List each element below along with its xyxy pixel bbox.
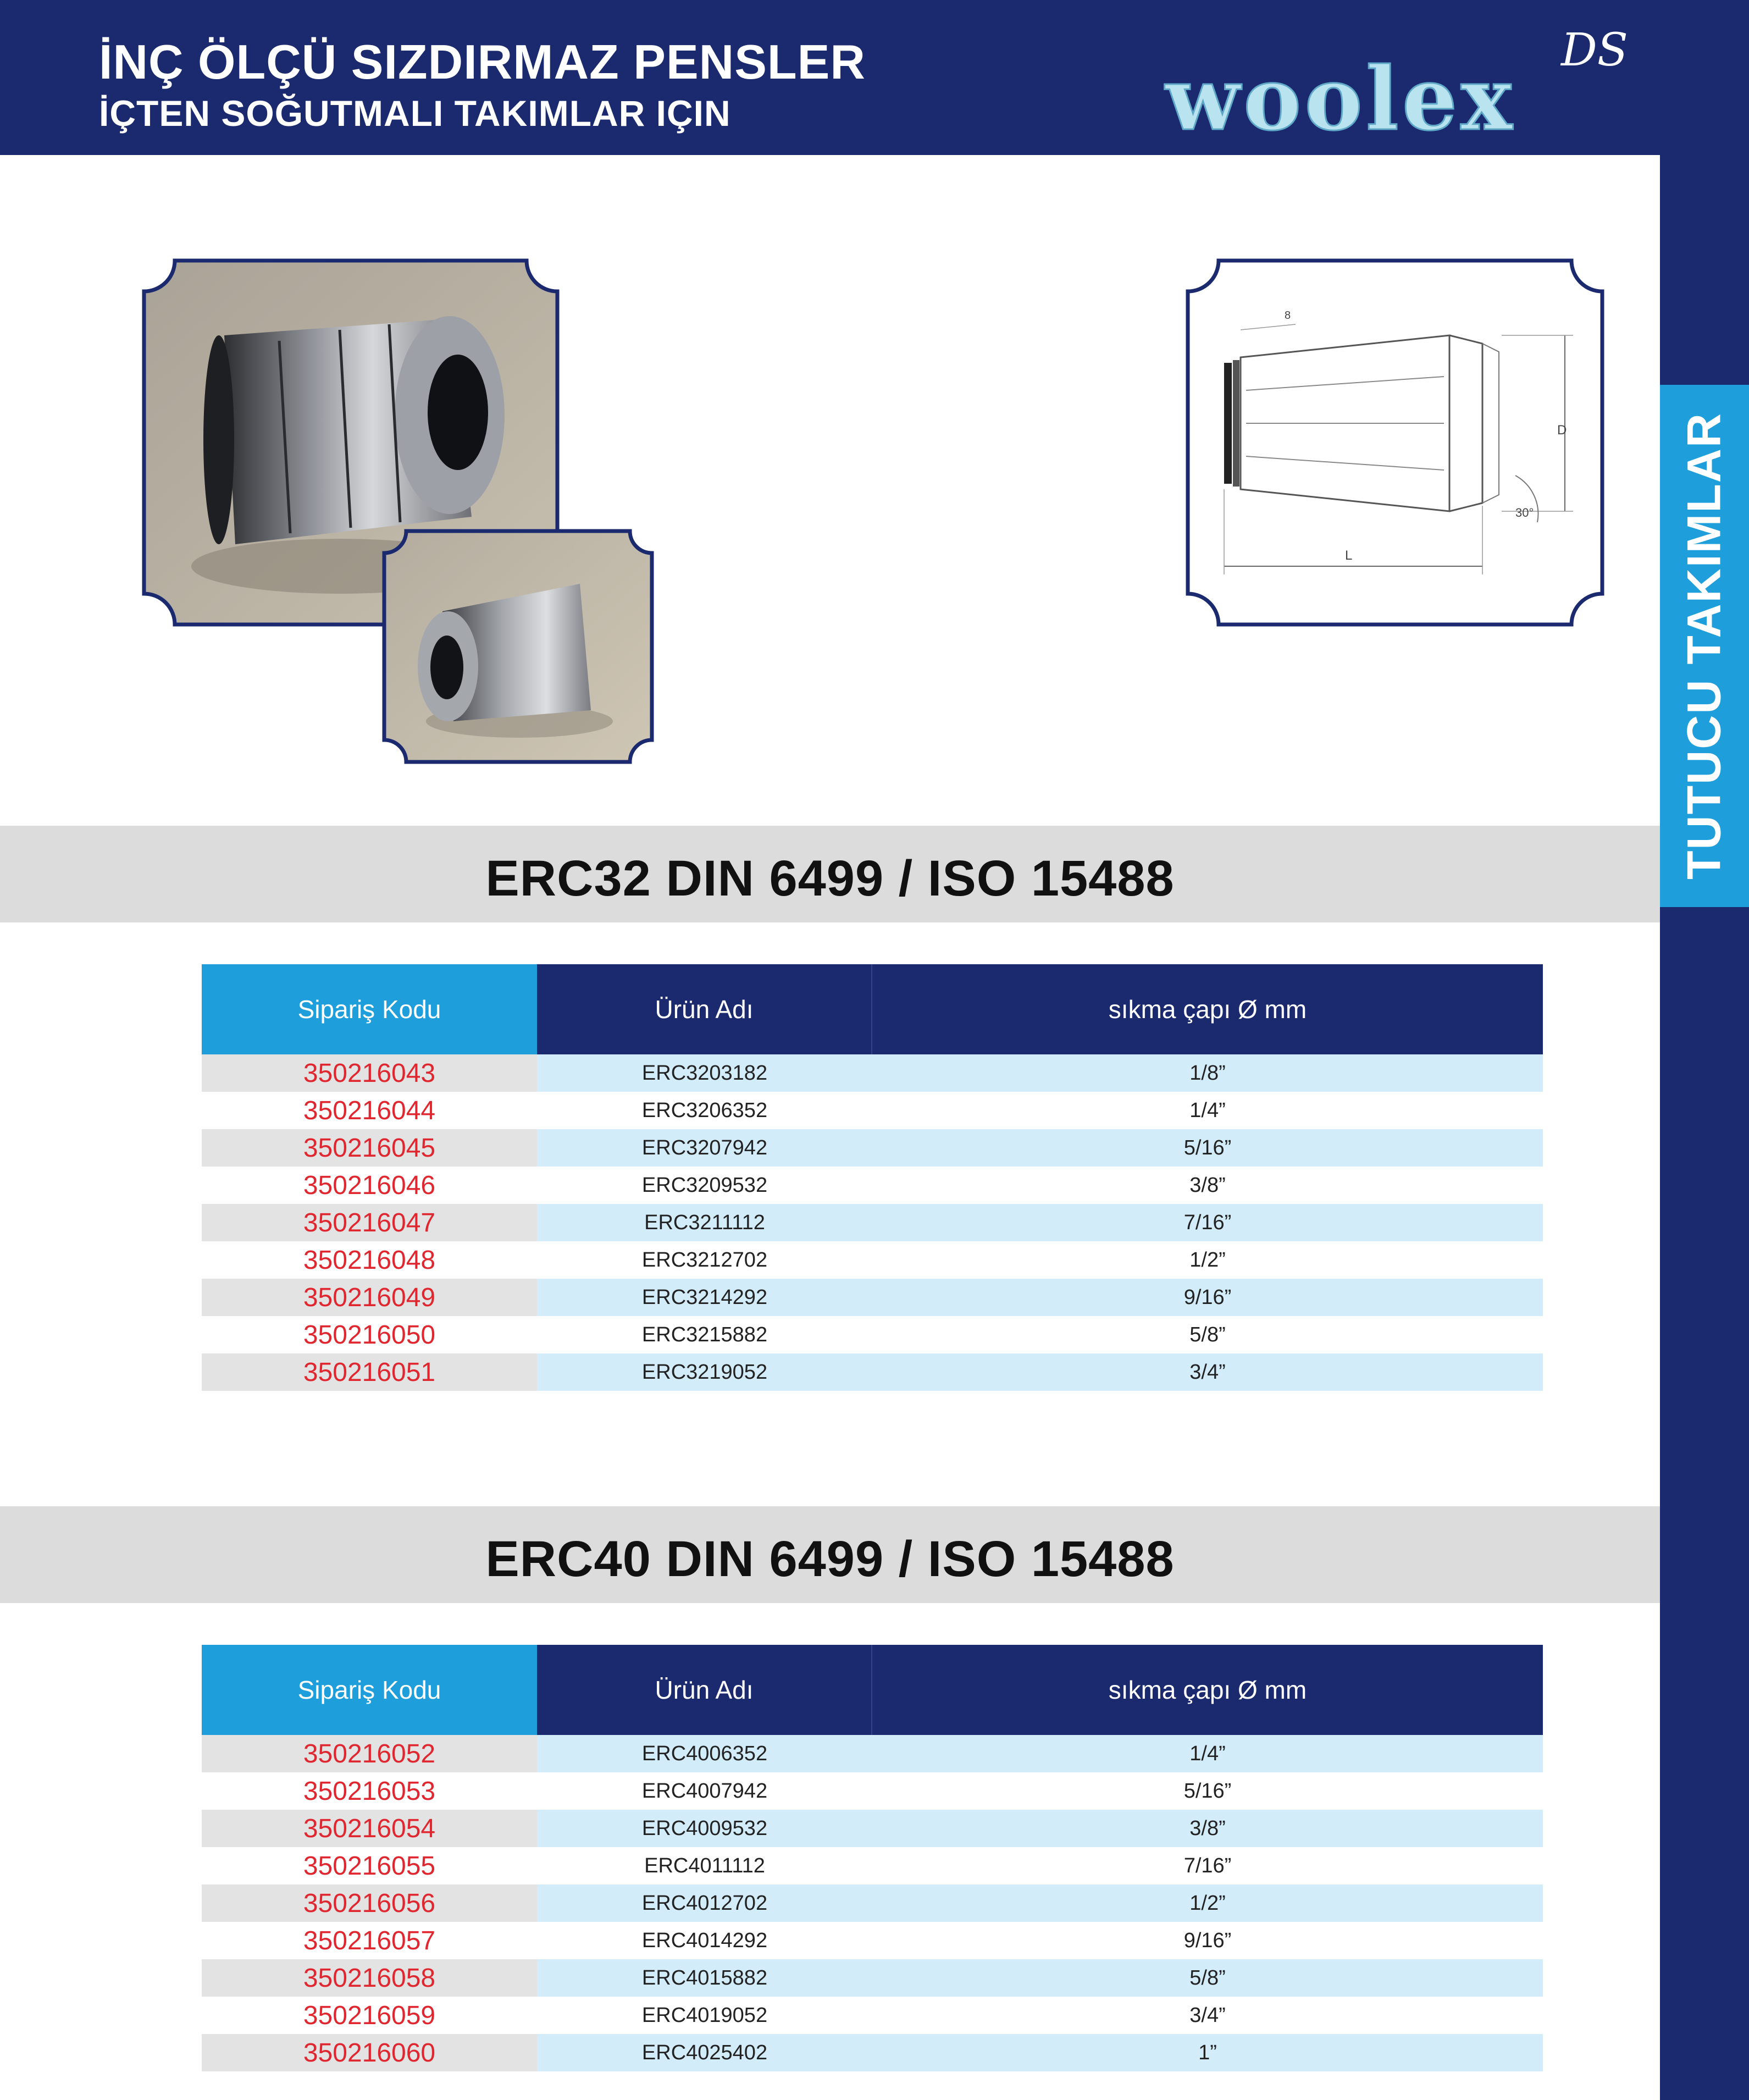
clamping-diameter: 5/8” (872, 1316, 1543, 1353)
product-name: ERC3214292 (537, 1279, 872, 1316)
dim-label-length: L (1345, 548, 1353, 563)
clamping-diameter: 3/4” (872, 1997, 1543, 2034)
header-clamping-diameter: sıkma çapı Ø mm (872, 1645, 1543, 1735)
header-clamping-diameter: sıkma çapı Ø mm (872, 964, 1543, 1054)
table-row (202, 1847, 1543, 1885)
table-row (202, 1167, 1543, 1204)
clamping-diameter: 5/8” (872, 1959, 1543, 1997)
product-name: ERC4015882 (537, 1959, 872, 1997)
table-row (202, 1885, 1543, 1922)
clamping-diameter: 1” (872, 2034, 1543, 2071)
product-name: ERC3211112 (537, 1204, 872, 1241)
order-code: 350216045 (202, 1129, 537, 1167)
section-title: ERC32 DIN 6499 / ISO 15488 (485, 850, 1175, 907)
logo-wordmark: woolex (1165, 48, 1516, 150)
product-name: ERC3207942 (537, 1129, 872, 1167)
section-bar-erc40 (0, 1506, 1660, 1603)
dim-label-angle: 30° (1515, 506, 1534, 520)
product-name: ERC4007942 (537, 1772, 872, 1810)
clamping-diameter: 7/16” (872, 1847, 1543, 1885)
header-order-code: Sipariş Kodu (202, 1645, 537, 1735)
product-name: ERC3212702 (537, 1241, 872, 1279)
clamping-diameter: 5/16” (872, 1772, 1543, 1810)
order-code: 350216046 (202, 1167, 537, 1204)
clamping-diameter: 9/16” (872, 1922, 1543, 1959)
table-row (202, 1092, 1543, 1129)
product-name: ERC3203182 (537, 1054, 872, 1092)
header-product-name: Ürün Adı (537, 1645, 872, 1735)
section-bar-erc32 (0, 826, 1660, 922)
order-code: 350216044 (202, 1092, 537, 1129)
page-header (0, 0, 1749, 155)
product-name: ERC4019052 (537, 1997, 872, 2034)
product-name: ERC4012702 (537, 1885, 872, 1922)
table-row (202, 1772, 1543, 1810)
product-name: ERC4006352 (537, 1735, 872, 1772)
table-header (202, 1645, 1543, 1735)
table-row (202, 1054, 1543, 1092)
table-row (202, 1279, 1543, 1316)
order-code: 350216051 (202, 1353, 537, 1391)
clamping-diameter: 1/2” (872, 1885, 1543, 1922)
order-code: 350216057 (202, 1922, 537, 1959)
clamping-diameter: 1/4” (872, 1092, 1543, 1129)
order-code: 350216053 (202, 1772, 537, 1810)
table-row (202, 1241, 1543, 1279)
product-table-erc32 (202, 964, 1543, 1391)
table-header (202, 964, 1543, 1054)
clamping-diameter: 9/16” (872, 1279, 1543, 1316)
table-row (202, 1204, 1543, 1241)
product-name: ERC4011112 (537, 1847, 872, 1885)
table-row (202, 1810, 1543, 1847)
table-row (202, 1997, 1543, 2034)
clamping-diameter: 3/8” (872, 1167, 1543, 1204)
order-code: 350216055 (202, 1847, 537, 1885)
section-title: ERC40 DIN 6499 / ISO 15488 (485, 1531, 1175, 1587)
order-code: 350216054 (202, 1810, 537, 1847)
clamping-diameter: 1/2” (872, 1241, 1543, 1279)
product-table-erc40 (202, 1645, 1543, 2071)
table-row (202, 1735, 1543, 1772)
page-subtitle: İÇTEN SOĞUTMALI TAKIMLAR IÇIN (99, 93, 731, 134)
product-name: ERC3209532 (537, 1167, 872, 1204)
product-photo-small (382, 529, 654, 764)
clamping-diameter: 3/8” (872, 1810, 1543, 1847)
order-code: 350216056 (202, 1885, 537, 1922)
page-title: İNÇ ÖLÇÜ SIZDIRMAZ PENSLER (99, 35, 866, 89)
category-tab (1660, 385, 1749, 907)
order-code: 350216043 (202, 1054, 537, 1092)
order-code: 350216059 (202, 1997, 537, 2034)
clamping-diameter: 1/4” (872, 1735, 1543, 1772)
order-code: 350216060 (202, 2034, 537, 2071)
header-order-code: Sipariş Kodu (202, 964, 537, 1054)
product-name: ERC3206352 (537, 1092, 872, 1129)
brand-logo (1165, 24, 1638, 150)
header-product-name: Ürün Adı (537, 964, 872, 1054)
order-code: 350216047 (202, 1204, 537, 1241)
product-name: ERC4025402 (537, 2034, 872, 2071)
clamping-diameter: 1/8” (872, 1054, 1543, 1092)
dim-label-diameter: D (1557, 423, 1567, 438)
table-row (202, 1316, 1543, 1353)
dim-label-small: 8 (1285, 310, 1291, 322)
table-row (202, 1959, 1543, 1997)
order-code: 350216049 (202, 1279, 537, 1316)
table-row (202, 2034, 1543, 2071)
technical-drawing (1186, 258, 1604, 627)
product-name: ERC3219052 (537, 1353, 872, 1391)
logo-superscript: DS (1561, 24, 1628, 76)
order-code: 350216058 (202, 1959, 537, 1997)
order-code: 350216050 (202, 1316, 537, 1353)
clamping-diameter: 7/16” (872, 1204, 1543, 1241)
product-name: ERC4014292 (537, 1922, 872, 1959)
clamping-diameter: 5/16” (872, 1129, 1543, 1167)
order-code: 350216048 (202, 1241, 537, 1279)
category-tab-label: TUTUCU TAKIMLAR (1678, 412, 1731, 880)
table-row (202, 1129, 1543, 1167)
table-row (202, 1353, 1543, 1391)
product-name: ERC4009532 (537, 1810, 872, 1847)
clamping-diameter: 3/4” (872, 1353, 1543, 1391)
table-row (202, 1922, 1543, 1959)
product-name: ERC3215882 (537, 1316, 872, 1353)
order-code: 350216052 (202, 1735, 537, 1772)
